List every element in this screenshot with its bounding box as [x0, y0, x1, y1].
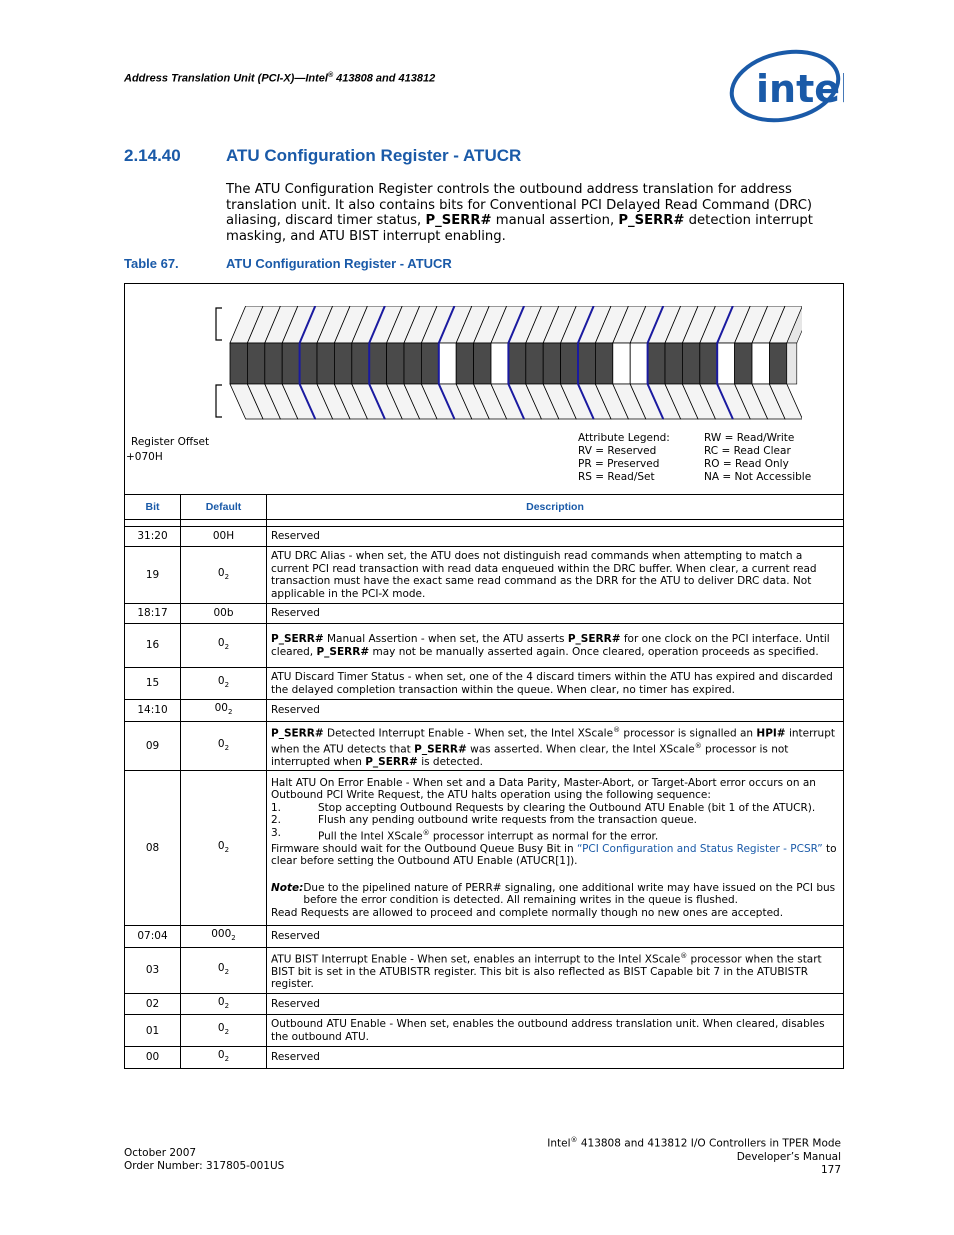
bit-box: [369, 343, 386, 384]
register-table: [124, 494, 844, 1069]
table-row: 01 $0_2$ Outbound ATU Enable - When set, enables the outbound address translation unit. When cleared, disables the outbound ATU.: [125, 1015, 844, 1047]
table-row: 15 $0_2$ ATU Discard Timer Status - when set, one of the 4 discard timers within the ATU has expired and discarded the delayed completion transaction within the queue. When clear, no timer has expired.: [125, 668, 844, 700]
attribute-legend: Attribute Legend: RW = Read/Write RV = Reserved RC = Read Clear PR = Preserved RO = Read Only RS = Read/Set NA = Not Accessible: [578, 432, 812, 483]
intro-paragraph: The ATU Configuration Register controls the outbound address translation for address translation unit. It also contains bits for Conventional PCI Delayed Read Command (DRC) aliasing, discard timer status, P_SERR# manual assertion, P_SERR# detection interrupt masking, and ATU BIST interrupt enabling.: [226, 182, 813, 244]
pcsr-link[interactable]: “PCI Configuration and Status Register - PCSR”: [576, 842, 823, 855]
table-row: 16 $0_2$ P_SERR# Manual Assertion - when set, the ATU asserts P_SERR# for one clock on the PCI interface. Until cleared, P_SERR# may not be manually asserted again. Once cleared, operation proceeds as specified.: [125, 624, 844, 668]
col-default: Default: [181, 495, 267, 520]
bit-box: [526, 343, 543, 384]
bit-box: [456, 343, 473, 384]
bit-box: [561, 343, 578, 384]
bit-box: [230, 343, 247, 384]
register-offset-label: Register Offset: [131, 436, 210, 448]
register-bit-diagram: [212, 306, 802, 428]
bit-box: [508, 343, 525, 384]
register-offset-value: +070H: [126, 451, 163, 463]
bit-box: [717, 343, 734, 384]
bit-box: [700, 343, 717, 384]
intel-logo: [726, 48, 844, 128]
bit-box: [735, 343, 752, 384]
table-caption: Table 67. ATU Configuration Register - ATUCR: [124, 256, 452, 271]
running-header: Address Translation Unit (PCI-X)—Intel® 413808 and 413812: [124, 72, 436, 85]
table-row: 18:17 00b Reserved: [125, 604, 844, 624]
bit-box: [404, 343, 421, 384]
bit-box: [247, 343, 264, 384]
bracket-bottom: [216, 385, 222, 417]
bit-box: [543, 343, 560, 384]
section-heading: 2.14.40 ATU Configuration Register - ATUCR: [124, 146, 522, 165]
bit-box: [421, 343, 438, 384]
table-header-row: [125, 495, 844, 520]
table-row: 31:20 00H Reserved: [125, 527, 844, 547]
bit-box: [334, 343, 351, 384]
bit-box: [439, 343, 456, 384]
bit-box: [387, 343, 404, 384]
table-row: 00 $0_2$ Reserved: [125, 1047, 844, 1069]
bit-box: [491, 343, 508, 384]
bit-box: [265, 343, 282, 384]
table-row: 03 $0_2$ ATU BIST Interrupt Enable - When set, enables an interrupt to the Intel XScale® processor when the start BIST bit is set in the ATUBISTR register. This bit is also reflected as BIST Capable bit 7 in the ATUBISTR register.: [125, 947, 844, 993]
bit-box: [630, 343, 647, 384]
bit-box: [352, 343, 369, 384]
footer-left: October 2007 Order Number: 317805-001US: [124, 1147, 285, 1172]
table-row: 07:04 $000_2$ Reserved: [125, 926, 844, 948]
table-row: 08 $0_2$ Halt ATU On Error Enable - When set and a Data Parity, Master-Abort, or Target-Abort error occurs on an Outbound PCI Write Request, the ATU halts operation using the following sequence: 1. Stop accepting Outbound Requests by clearing the Outbound ATU Enable (bit 1 of the ATUCR). 2. Flush any pending outbound write requests from the transaction queue. 3. Pull the Intel XScale® processor interrupt as normal for the error. Firmware should wait for the Outbound Queue Busy Bit in “PCI Configuration and Status Register - PCSR” to clear before setting the Outbound ATU Enable (ATUCR[1]). Note: Due to the pipelined nature of PERR# signaling, one additional write may have issued on the PCI bus before the error condition is detected. All remaining writes in the queue is flushed. Read Requests are allowed to proceed and complete normally though no new ones are accepted.: [125, 771, 844, 926]
bit-box: [282, 343, 299, 384]
page-number: 177: [820, 1163, 841, 1176]
bit-box: [648, 343, 665, 384]
bit-box: [752, 343, 769, 384]
bit-box: [769, 343, 786, 384]
table-row: 09 $0_2$ P_SERR# Detected Interrupt Enable - When set, the Intel XScale® processor is signalled an HPI# interrupt when the ATU detects that P_SERR# was asserted. When clear, the Intel XScale® processor is not interrupted when P_SERR# is detected.: [125, 721, 844, 771]
table-spacer: [125, 520, 844, 527]
bit-box: [317, 343, 334, 384]
table-row: 02 $0_2$ Reserved: [125, 993, 844, 1015]
bit-box: [613, 343, 630, 384]
bit-box: [665, 343, 682, 384]
bit-box: [595, 343, 612, 384]
bit-box: [578, 343, 595, 384]
col-bit: Bit: [125, 495, 181, 520]
table-row: 14:10 $00_2$ Reserved: [125, 700, 844, 722]
table-row: 19 $0_2$ ATU DRC Alias - when set, the ATU does not distinguish read commands when attempting to match a current PCI read transaction with read data enqueued within the DRC buffer. When clear, a current read transaction must have the exact same read command as the DRR for the ATU to deliver DRC data. Not applicable in the PCI-X mode.: [125, 547, 844, 604]
col-description: Description: [267, 495, 844, 520]
svg-text:intel: intel: [756, 67, 844, 111]
footer-right: Intel® 413808 and 413812 I/O Controllers in TPER Mode Developer’s Manual 177: [547, 1136, 841, 1176]
bracket-top: [216, 308, 222, 340]
bit-box: [474, 343, 491, 384]
diagram-edge: [787, 343, 797, 384]
bit-box: [682, 343, 699, 384]
bit-box: [300, 343, 317, 384]
